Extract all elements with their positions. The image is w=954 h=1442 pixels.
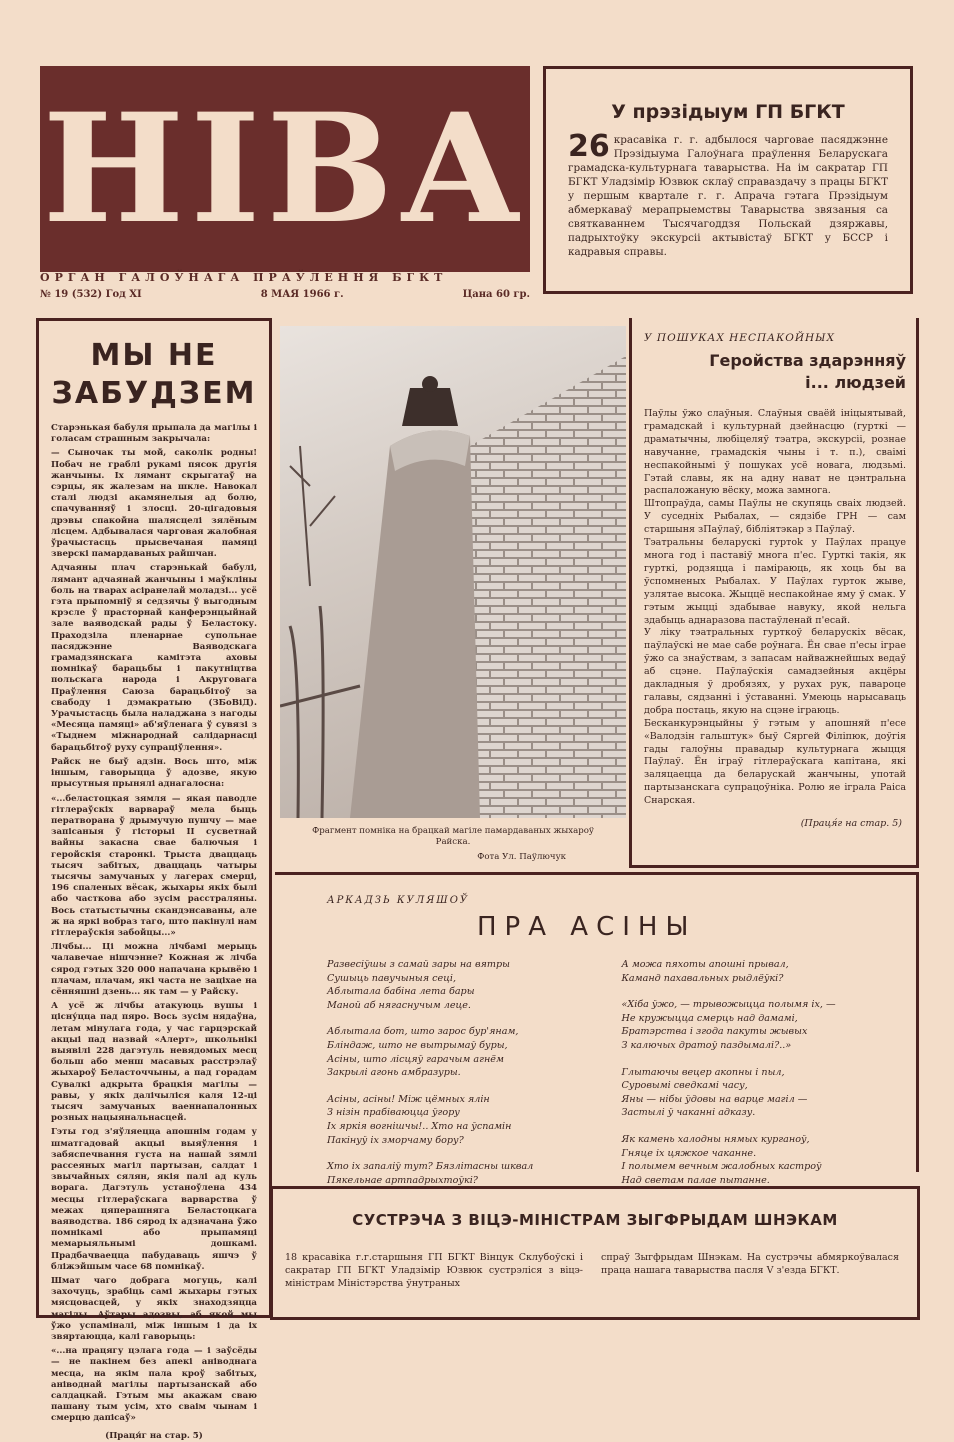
issue-line bbox=[40, 289, 530, 300]
presidium-body: красавіка г. г. адбылося чарговае пасяджэнне Прэзідыума Галоўнага праўлення Беларускага грамадска-культурнага таварыства. На ім сакратар ГП БГКТ Уладзімір Юзвюк склаў справаздачу з працы БГКТ у першым квартале г. г. Апрача гэтага Прэзідыум абмеркаваў мерапрыемствы Таварыства звязаныя са святкаваннем Тысячагоддзя Польскай дзяржавы, падрыхтоўку экскурсіі актывістаў БГКТ у БССР і кадравыя справы. bbox=[568, 134, 888, 258]
stanza bbox=[622, 998, 917, 1052]
verse-line: Асіны, асіны! Між цёмных ялін bbox=[327, 1093, 490, 1105]
left-article-body bbox=[51, 423, 257, 1442]
verse-line: Застылі ў чаканні адказу. bbox=[621, 1107, 756, 1119]
right-article-body bbox=[644, 408, 906, 808]
verse-line: Хто іх запаліў тут? Бязлітасны шквал bbox=[327, 1161, 534, 1173]
poem-title: ПРА АСІНЫ bbox=[477, 912, 697, 942]
verse-line: Глытаючы вецер акопны і пыл, bbox=[621, 1066, 785, 1078]
stanza bbox=[622, 1066, 917, 1120]
verse-line: Бліндаж, што не вытрымаў буры, bbox=[327, 1039, 508, 1051]
issue-date: 8 МАЯ 1966 г. bbox=[260, 289, 344, 300]
verse-line: Аблытала бабіна лета бары bbox=[327, 986, 475, 998]
issue-price: Цана 60 гр. bbox=[462, 289, 530, 300]
right-article-title bbox=[632, 350, 906, 394]
verse-line: Развесіўшы з самай зары на вятры bbox=[327, 959, 510, 970]
verse-line: Як камень халодны нямых курганоў, bbox=[621, 1133, 810, 1145]
masthead-title: НІВА bbox=[42, 81, 528, 257]
paragraph: У ліку тэатральных гурткоў беларускіх вёсак, паўлаўскі не мае сабе роўнага. Ён свае п'есы іграе ўжо са знаўствам, з запасам найважнейшых ведаў аб сцэне. Паўлаўскія самадзейныя акцёры дакладныя ў дробязях, у рухах рук, павароце галавы, сядзанні і ўставанні. Умеюць нарысаваць добра постаць, якую на сцэне іграюць. bbox=[644, 627, 906, 716]
monument-illustration bbox=[280, 326, 626, 818]
poem-right-column bbox=[622, 958, 917, 1200]
stanza bbox=[327, 1025, 622, 1079]
meeting-title: СУСТРЭЧА З ВІЦЭ-МІНІСТРАМ ЗЫГФРЫДАМ ШНЭКАМ bbox=[352, 1211, 838, 1229]
right-title-line2: і... людзей bbox=[805, 373, 906, 392]
verse-line: А можа пяхоты апошні прывал, bbox=[621, 959, 789, 970]
verse-line: Гняце іх цяжкое чаканне. bbox=[621, 1147, 757, 1159]
photo-block bbox=[280, 326, 626, 866]
monument-photo bbox=[280, 326, 626, 818]
poem-author: АРКАДЗЬ КУЛЯШОЎ bbox=[327, 895, 470, 906]
meeting-columns bbox=[285, 1251, 899, 1290]
paragraph: Гэты год з'яўляецца апошнім годам у шматгадовай акцыі выяўлення і забяспечвання густа на нашай зямлі рассеяных магіл партызан, салдат і звычайных сялян, якія палі ад куль ворага. Дагэтуль устаноўлена 434 месцы гітлераўскага варварства ў межах цяперашняга Беластоцкага ваяводства. 186 сярод іх адзначана ўжо помнікамі або прыпамяці мемарыяльнымі дошкамі. Прадбачваецца пабудаваць яшчэ ў бліжэйшым часе 68 помнікаў. bbox=[51, 1127, 257, 1272]
verse-line: Іх яркія вогнішчы!.. Хто на ўспамін bbox=[327, 1120, 512, 1132]
stanza bbox=[327, 1093, 622, 1147]
verse-line: Асіны, што лісцяў гарачым агнём bbox=[327, 1053, 504, 1065]
paragraph: Адчаяны плач старэнькай бабулі, лямант адчаянай жанчыны і маўкліны боль на тварах асіранелай моладзі... усё гэта прыпомніў я седзячы ў выгодным крэсле ў прасторнай канферэнцыйнай зале ваяводскай рады ў Беластоку. Праходзіла пленарнае супольнае пасяджэнне Ваяводскага грамадзянскага камітэта аховы помнікаў барацьбы і пакутніцтва польскага народа і Акруговага Праўлення Саюза барацьбітоў за свабоду і дэмакратыю (ЗБоВіД). Урачыстасць была наладжана з нагоды «Месяца памяці» аб'яўленага ў сувязі з «Тыднем міжнароднай салідарнасці барацьбітоў руху супраціўлення». bbox=[51, 563, 257, 753]
verse-line: І полымем вечным жалобных кастроў bbox=[621, 1161, 822, 1173]
verse-line: Не кружыцца смерць над дамамі, bbox=[621, 1012, 798, 1024]
continue-note: (Праця́г на стар. 5) bbox=[105, 1430, 203, 1441]
presidium-text bbox=[568, 129, 888, 259]
verse-line: Закрылі агонь амбразуры. bbox=[327, 1067, 461, 1079]
meeting-column bbox=[285, 1251, 583, 1290]
verse-line: Маной аб нягаснучым леце. bbox=[327, 999, 471, 1011]
paragraph: Шмат чаго добрага могуць, калі захочуць, зрабіць самі жыхары гэтых мясцовасцей, у якіх знаходзяцца магілы. Аўтары адозвы, аб якой мы ўжо успаміналі, між іншым і да іх звяртаюцца, калі гаворыць: bbox=[51, 1276, 257, 1343]
paragraph: «...на працягу цэлага года — і заўсёды — не пакінем без апекі аніводнага месца, на якім пала кроў забітых, аніводнай магілы партызанскай або салдацкай. Гэтым мы акажам сваю пашану тым усім, хто сваім чынам і смерцю дапісаў» bbox=[51, 1346, 257, 1424]
stanza bbox=[327, 1160, 622, 1187]
presidium-title: У прэзідыум ГП БГКТ bbox=[611, 101, 845, 123]
right-article-kicker: У ПОШУКАХ НЕСПАКОЙНЫХ bbox=[644, 332, 835, 344]
dropcap: 26 bbox=[568, 129, 610, 164]
left-article bbox=[36, 318, 272, 1441]
paragraph: Бесканкурэнцыйны ў гэтым у апошняй п'есе «Валодзін гальштук» быў Сяргей Філіпюк, доўгія гады галоўны правадыр культурнага жыцця Паўлаў. Ён іграў гітлераўскага капітана, які заляцаецца да беларускай жанчыны, употай партызанскага супрацоўніка. Ролю яе іграла Раіса Снарская. bbox=[644, 717, 906, 807]
verse-line: Пякельнае артпадрыхтоўкі? bbox=[327, 1174, 478, 1186]
verse-line: Суровымі сведкамі часу, bbox=[621, 1080, 748, 1092]
photo-credit: Фота Ул. Паўлючук bbox=[477, 852, 566, 862]
paragraph: Райск не быў адзін. Вось што, між іншым, гаворыцца ў адозве, якую прысутныя прынялі аднагалосна: bbox=[51, 756, 257, 790]
paragraph: 18 красавіка г.г.старшыня ГП БГКТ Вінцук Склубоўскі і сакратар ГП БГКТ Уладзімір Юзвюк сустрэліся з віцэ-міністрам Міністэрства ўнутраных bbox=[285, 1252, 583, 1289]
left-article-title bbox=[39, 337, 269, 413]
paragraph: «...беластоцкая зямля — якая паводле гітлераўскіх варвараў мела быць ператворана ў дрымучую пушчу — мае запісаныя ў гісторыі II сусветнай вайны закасна свае балючыя і геройскія старонкі. Трыста дваццаць тысяч забітых, дваццаць чатыры тысячы замучаных у лагерах смерці, 196 спаленых вёсак, жыхары якіх былі або часткова або зусім расстраляны. Вось статыстычны скандэнсаваны, але ж на яркі вобраз таго, што пакінулі нам гітлераўскія забойцы...» bbox=[51, 793, 257, 938]
paragraph: Лічбы... Ці можна лічбамі мерыць чалавечае нішчэнне? Кожная ж лічба сярод гэтых 320 000 напачана крывёю і плачам, плачам, які часта не заціхае на сённяшні дзень... як там — у Райску. bbox=[51, 942, 257, 997]
paragraph: Тэатральны беларускі гуртok у Паўлах працуе многа год і паставіў многа п'ес. Гурткі такія, як гурткі, родзяцца і паміраюць, як хоць бы ва ўспомненых Рыбалах. У Паўлах гурток жыве, узлятае высока. Жыццё неспакойнае яму ў смак. У гэтым жыцці здабывае навуку, якой нельга здабыць аднаразова пастаўленай п'есай. bbox=[644, 537, 906, 626]
meeting-column bbox=[601, 1251, 899, 1290]
stanza bbox=[327, 958, 622, 1012]
left-title-line2: ЗАБУДЗЕМ bbox=[51, 376, 257, 411]
stanza bbox=[622, 1133, 917, 1187]
verse-line: Пакінуў іх зморчаму бору? bbox=[327, 1134, 464, 1146]
continue-note: (Праця́г на стар. 5) bbox=[800, 818, 902, 830]
masthead bbox=[40, 66, 530, 272]
paragraph: спраў Зыгфрыдам Шнэкам. На сустрэчы абмяркоўвалася праца нашага таварыства пасля V з'езда БГКТ. bbox=[601, 1252, 899, 1276]
verse-line: З нізін прабіваюцца ўгору bbox=[327, 1107, 460, 1119]
paragraph: Штопраўда, самы Паўлы не скупяць сваіх людзей. У суседніх Рыбалах, — сядзібе ГРН — сам старшыня зПаўлаў, бібліятэкар з Паўлаў. bbox=[644, 498, 906, 536]
paragraph: Старэнькая бабуля прыпала да магілы і голасам страшным закрычала: bbox=[51, 423, 257, 445]
poem-left-column bbox=[327, 958, 622, 1200]
right-title-line1: Геройства здарэнняў bbox=[709, 351, 906, 370]
left-title-line1: МЫ НЕ bbox=[90, 338, 218, 373]
verse-line: Аблытала бот, што зарос бур'янам, bbox=[327, 1026, 519, 1038]
verse-line: Над светам палае пытанне. bbox=[621, 1174, 770, 1186]
verse-line: Яны — нібы ўдовы на варце магіл — bbox=[621, 1093, 808, 1105]
poem-columns bbox=[327, 958, 916, 1200]
paragraph: Паўлы ўжо слаўныя. Слаўныя сваёй ініцыятывай, грамадскай і культурнай дзейнасцю (гурткі — драматычны, любіцеляў тэатра, экскурсіі, рознае навучанне, грамадскія чыны і т. п.), свaімі неспакойнымі ў пошуках усё новага, людзьмі. Гэтай славы, як на адну нават не цэнтральна распаложаную вёску, можа замнога. bbox=[644, 408, 906, 497]
meeting-box bbox=[270, 1186, 920, 1320]
paragraph: А усё ж лічбы атакуюць вушы і цісну́цца пад пяро. Вось зусім нядаўна, летам мінулага года, у час гарцэрскай акцыі пад назвай «Алерт», школьнікі выявілі 228 дагэтуль невядомых месц больш або менш масавых расстрэлаў жыхароў Беласточчыны, а пад горадам Сувалкі адкрыта брацкія магілы — равы, у якіх далічыліся каля 12-ці тысяч замучаных ваеннапалонных розных нацыянальнасцей. bbox=[51, 1001, 257, 1124]
stanza bbox=[622, 958, 917, 985]
verse-line: Братэрства і згода пакуты жывых bbox=[621, 1026, 808, 1038]
verse-line: Камaнд пахавальных рыдлёўкі? bbox=[621, 972, 784, 984]
verse-line: Сушыць павучыныя сеці, bbox=[327, 972, 457, 984]
issue-number: № 19 (532) Год XI bbox=[40, 289, 142, 300]
right-article bbox=[629, 318, 919, 868]
verse-line: З калючых дратоў паздымалі?..» bbox=[621, 1039, 792, 1051]
masthead-organ: ОРГАН ГАЛОЎНАГА ПРАЎЛЕННЯ БГКТ bbox=[40, 271, 448, 284]
presidium-box bbox=[543, 66, 913, 294]
paragraph: — Сыночак ты мой, саколік родны! Побач не граблі рукамі пясок другія жанчыны. Іх лямант скрыгатаў на сэрцы, як жалезам на шкле. Навокал сталі людзі акамянелыя ад болю, спачуванняў і злосці. 20-цігадовыя дрэвы спакойна шалясцелі зялёным лісцем. Адбывалася чарговая жалобная ўрачыстасць прысвечаная памяці зверскі памардаваных райшчан. bbox=[51, 448, 257, 560]
photo-caption: Фрагмент помніка на брацкай магіле памардаваных жыхароў Райска. bbox=[312, 826, 594, 847]
verse-line: «Хіба ўжо, — трывожыцца полымя іх, — bbox=[621, 999, 836, 1011]
poem-block bbox=[275, 872, 919, 1186]
